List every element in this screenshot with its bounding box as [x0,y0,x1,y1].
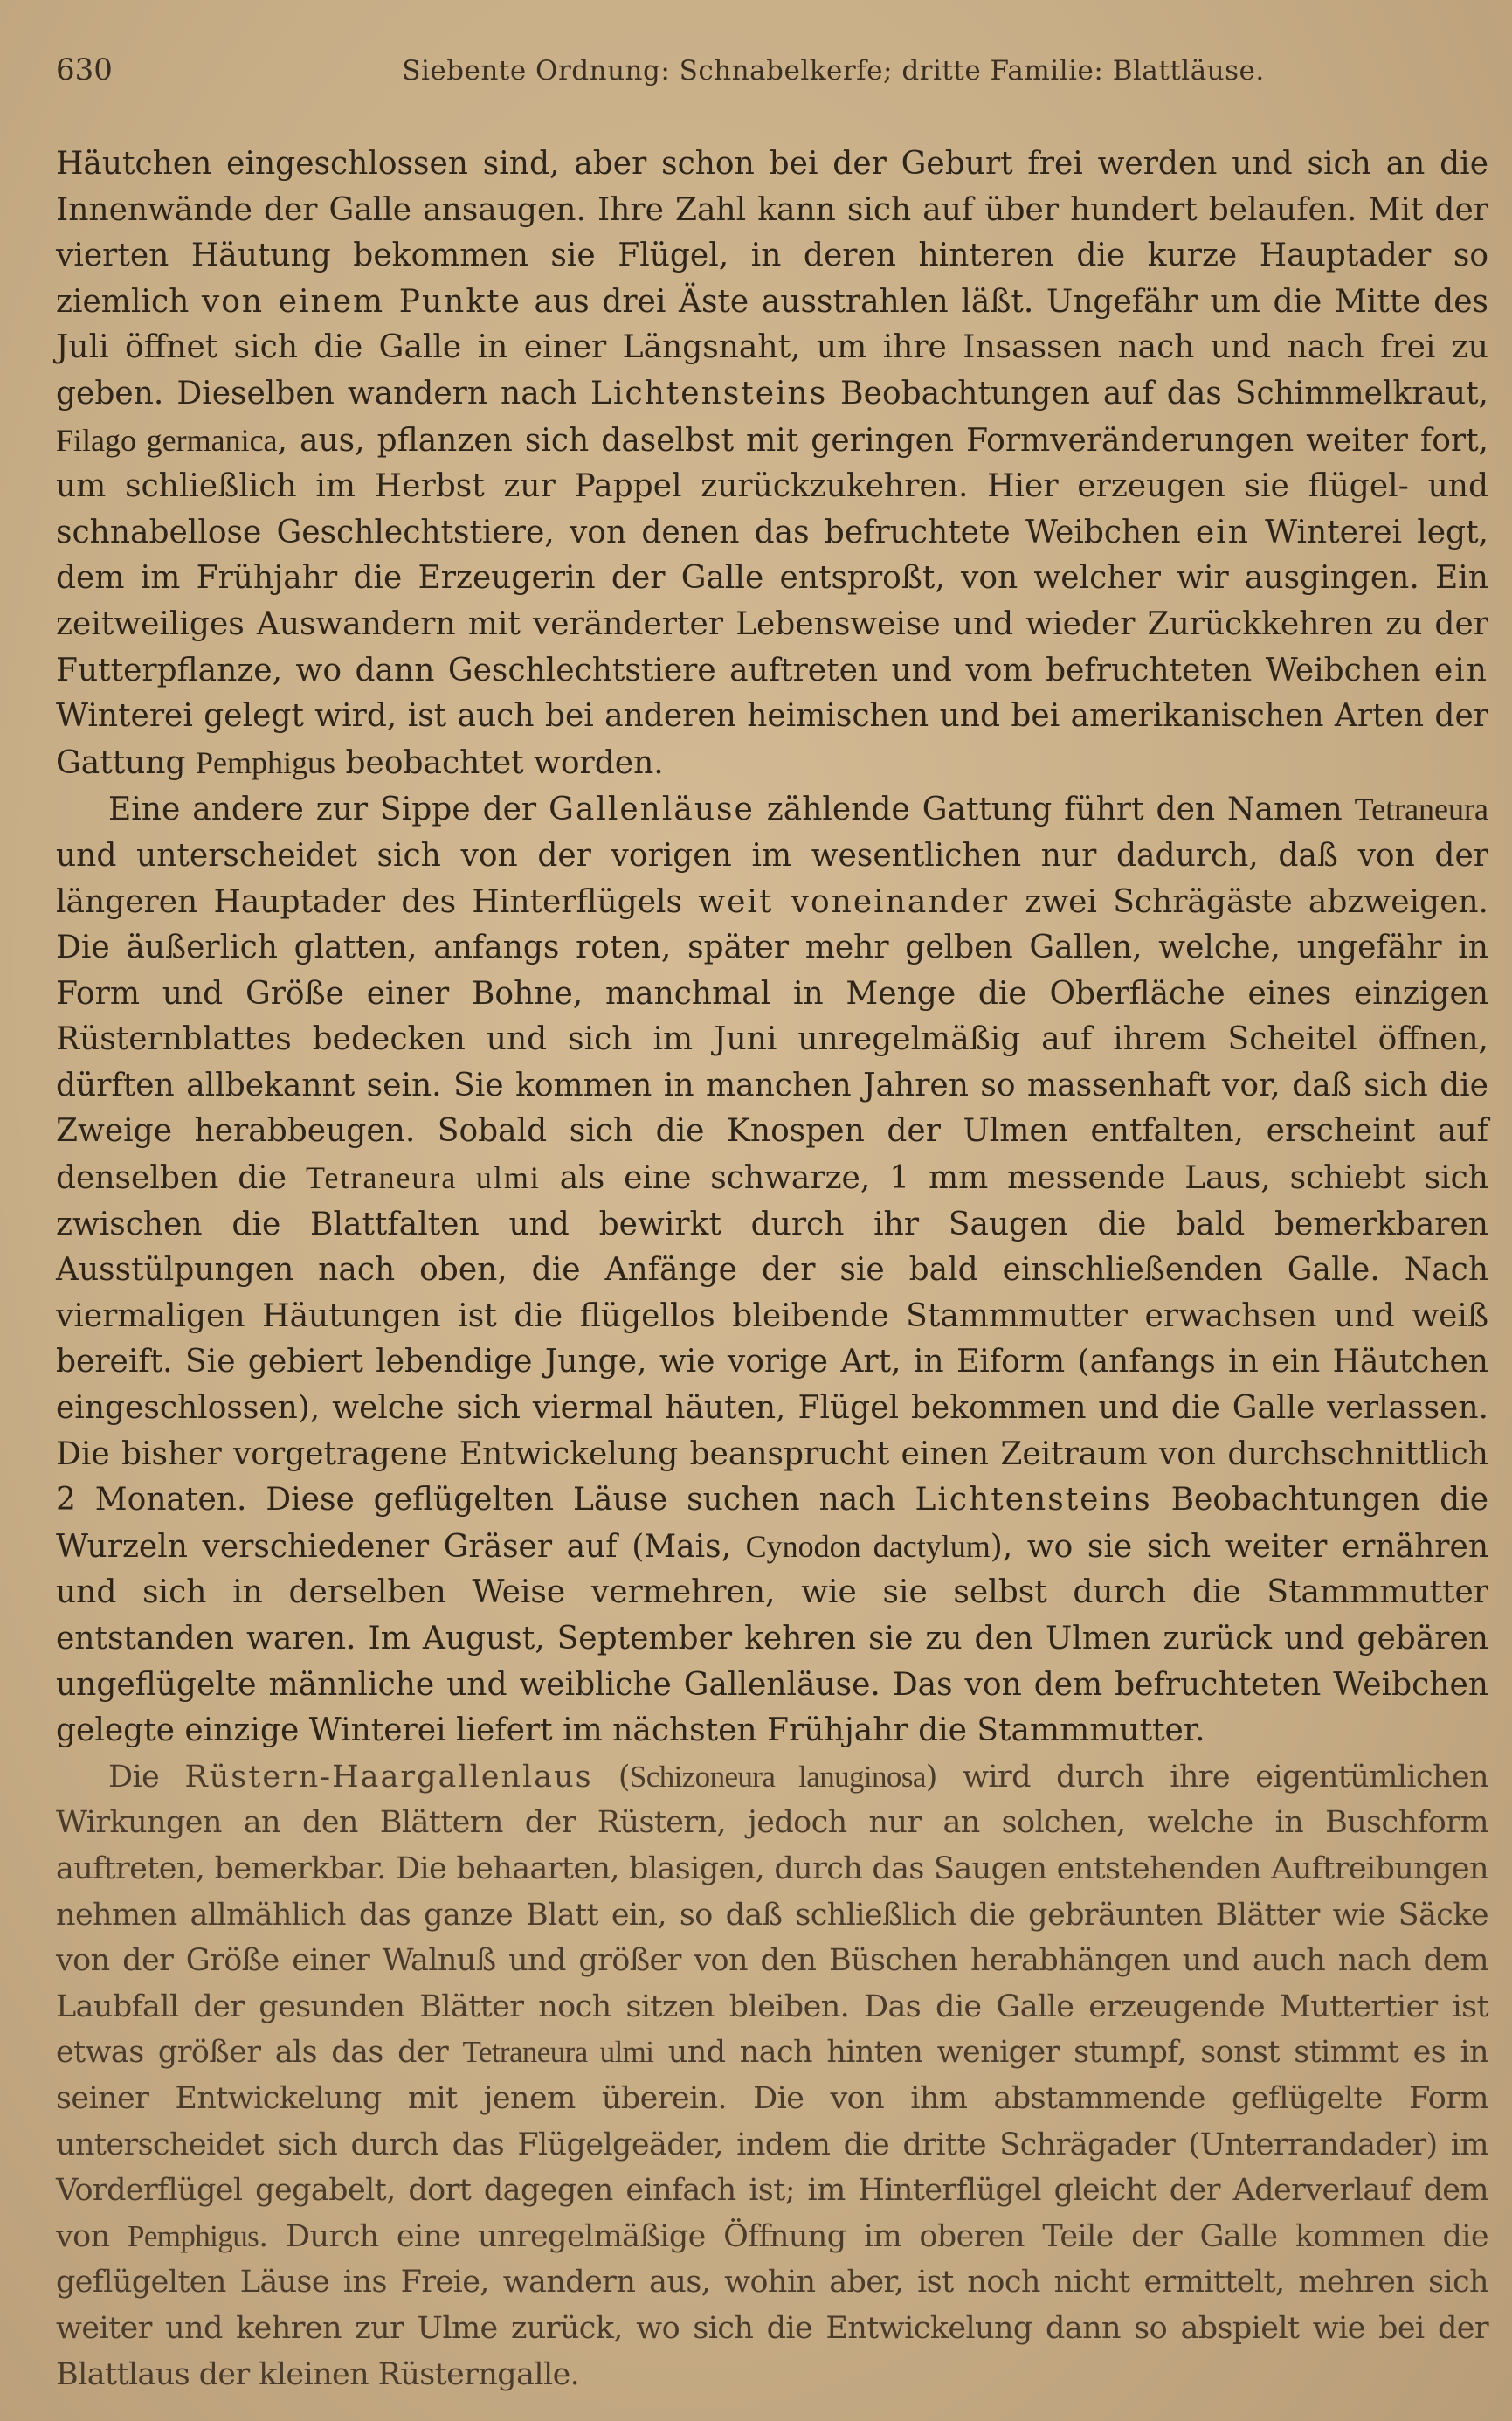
text-segment: beobachtet worden. [335,744,664,781]
text-segment: und nach hinten weniger stumpf, sonst stimmt es in seiner Entwickelung mit jenem überein. Die von ihm abstammende geflügelte Form unterscheidet sich durch das Flügelgeäder, indem die dritte Schrägader (Unterrandader) im Vorderflügel gegabelt, dort dagegen einfach ist; im Hinterflügel gleicht der Aderverlauf dem von [56,2035,1488,2254]
text-segment: von einem Punkte [201,283,521,320]
text-segment: Pemphigus [127,2218,259,2253]
text-segment: Die [108,1759,185,1795]
text-segment: ( [592,1759,630,1795]
text-segment: Lichtensteins [915,1482,1152,1518]
paragraph-schizoneura [56,1754,1488,2397]
text-segment: Tetraneura [1354,792,1488,827]
text-segment: Tetraneura ulmi [462,2035,654,2070]
text-segment: ) wird durch ihre eigentümlichen Wirkungen an den Blättern der Rüstern, jedoch nur an solchen, welche in Buschform auftreten, bemerkbar. Die behaarten, blasigen, durch das Saugen entstehenden Auftreibungen nehmen allmählich das ganze Blatt ein, so daß schließlich die gebräunten Blätter wie Säcke von der Größe einer Walnuß und größer von den Büschen herabhängen und auch nach dem Laubfall der gesunden Blätter noch sitzen bleiben. Das die Galle erzeugende Muttertier ist etwas größer als das der [56,1759,1488,2071]
paragraph-tetraneura [56,786,1488,1753]
text-segment: Häutchen eingeschlossen sind, aber schon bei der Geburt frei werden und sich an die Innenwände der Galle ansaugen. Ihre Zahl kann sich auf über hundert belaufen. Mit der vierten Häutung bekommen sie Flügel, in deren hinteren die kurze Hauptader so ziemlich [56,146,1488,320]
text-segment: Gallenläuse [549,792,755,828]
text-segment: aus drei Äste ausstrahlen läßt. Ungefähr um die Mitte des Juli öffnet sich die Galle in einer Längsnaht, um ihre Insassen nach und nach frei zu geben. Dieselben wandern nach [56,283,1488,412]
text-segment: weit voneinander [698,883,1010,920]
text-segment: Pemphigus [196,744,336,780]
text-segment: als eine schwarze, 1 mm messende Laus, schiebt sich zwischen die Blattfalten und bewirkt durch ihr Saugen die bald bemerkbaren Ausstülpungen nach oben, die Anfänge der sie bald einschließenden Galle. Nach viermaligen Häutungen ist die flügellos bleibende Stammmutter erwachsen und weiß bereift. Sie gebiert lebendige Junge, wie vorige Art, in Eiform (anfangs in ein Häutchen eingeschlossen), welche sich viermal häuten, Flügel bekommen und die Galle verlassen. Die bisher vorgetragene Entwickelung beansprucht einen Zeitraum von durchschnittlich 2 Monaten. Diese geflügelten Läuse suchen nach [56,1160,1488,1518]
book-page [56,52,1488,2394]
text-segment: Rüstern-Haargallenlaus [184,1759,593,1795]
page-number: 630 [56,52,113,87]
text-segment: Lichtensteins [590,375,828,412]
text-segment: zählende Gattung führt den Namen [754,792,1355,828]
page-header [56,52,1488,105]
body-text [56,142,1488,2397]
text-segment: Winterei gelegt wird, ist auch bei anderen heimischen und bei amerikanischen Arten der Gattung [56,698,1488,781]
text-segment: Cynodon dactylum [745,1528,991,1564]
text-segment: Schizoneura lanuginosa [629,1759,926,1794]
text-segment: Winterei legt, dem im Frühjahr die Erzeugerin der Galle entsproßt, von welcher wir ausgingen. Ein zeitweiliges Auswandern mit veränderter Lebensweise und wieder Zurückkehren zu der Futterpflanze, wo dann Geschlechtstiere auftreten und vom befruchteten Weibchen [56,514,1488,688]
text-segment: ein [1195,514,1250,550]
text-segment: ), wo sie sich weiter ernähren und sich in derselben Weise vermehren, wie sie selbst durch die Stammmutter entstanden waren. Im August, September kehren sie zu den Ulmen zurück und gebären ungeflügelte männliche und weibliche Gallenläuse. Das von dem befruchteten Weibchen gelegte einzige Winterei liefert im nächsten Frühjahr die Stammmutter. [56,1528,1489,1749]
text-segment: Filago germanica [56,422,278,458]
text-segment: Tetraneura ulmi [306,1160,541,1196]
text-segment: , aus, pflanzen sich daselbst mit geringen Formveränderungen weiter fort, um schließlich im Herbst zur Pappel zurückzukehren. Hier erzeugen sie flügel- und schnabellose Geschlechtstiere, von denen das befruchtete Weibchen [56,422,1488,550]
text-segment: und unterscheidet sich von der vorigen im wesentlichen nur dadurch, daß von der längeren Hauptader des Hinterflügels [56,837,1488,920]
text-segment: zwei Schrägäste abzweigen. Die äußerlich glatten, anfangs roten, später mehr gelben Gallen, welche, ungefähr in Form und Größe einer Bohne, manchmal in Menge die Oberfläche eines einzigen Rüsternblattes bedecken und sich im Juni unregelmäßig auf ihrem Scheitel öffnen, dürften allbekannt sein. Sie kommen in manchen Jahren so massenhaft vor, daß sich die Zweige herabbeugen. Sobald sich die Knospen der Ulmen entfalten, erscheint auf denselben die [56,883,1489,1197]
running-head: Siebente Ordnung: Schnabelkerfe; dritte Familie: Blattläuse. [402,55,1265,86]
text-segment: . Durch eine unregelmäßige Öffnung im oberen Teile der Galle kommen die geflügelten Läuse ins Freie, wandern aus, wohin aber, ist noch nicht ermittelt, mehren sich weiter und kehren zur Ulme zurück, wo sich die Entwickelung dann so abspielt wie bei der Blattlaus der kleinen Rüsterngalle. [56,2218,1488,2392]
text-segment: Beobachtungen die Wurzeln verschiedener Gräser auf (Mais, [56,1482,1488,1565]
paragraph-pemphigus-continuation [56,142,1488,786]
text-segment: Beobachtungen auf das Schimmelkraut, [827,375,1488,412]
text-segment: ein [1433,652,1488,688]
text-segment: Eine andere zur Sippe der [108,792,549,828]
